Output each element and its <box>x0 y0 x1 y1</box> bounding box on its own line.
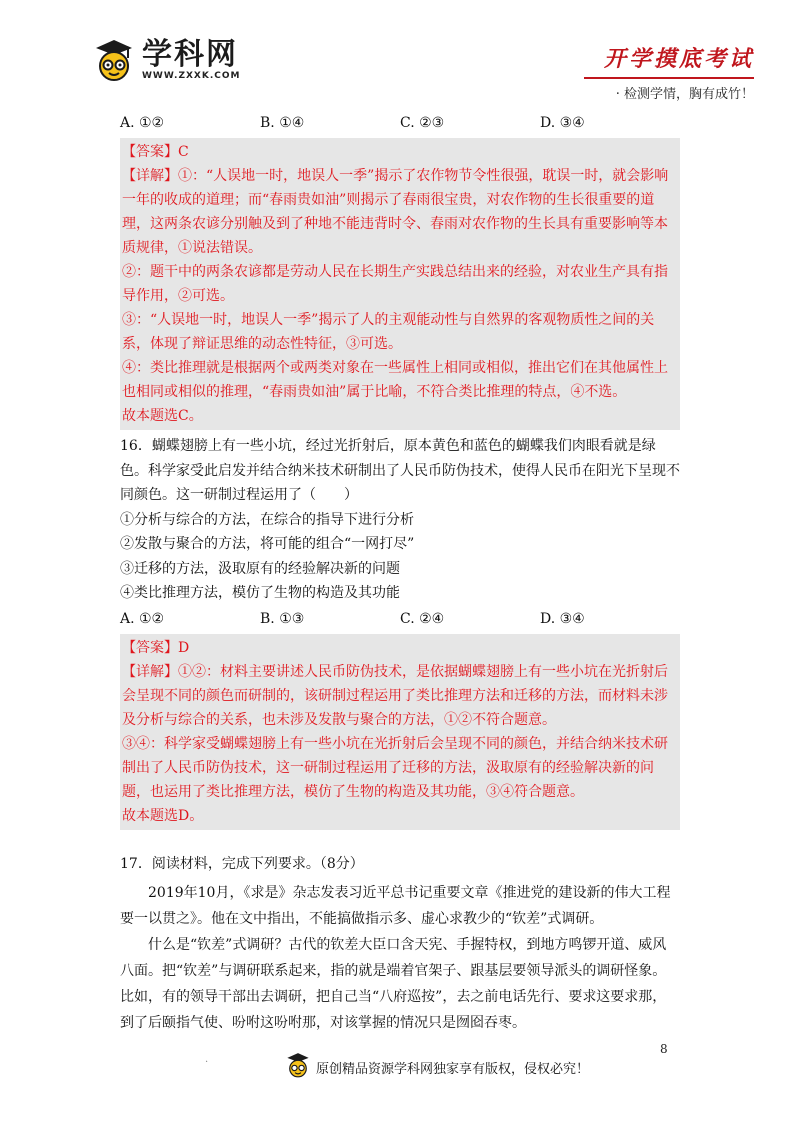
q16-answer-box <box>120 634 680 830</box>
q16-stem: 16．蝴蝶翅膀上有一些小坑，经过光折射后，原本黄色和蓝色的蝴蝶我们肉眼看就是绿色。科学家受此启发并结合纳米技术研制出了人民币防伪技术，使得人民币在阳光下呈现不同颜色。这一研制过程运用了（ ） <box>120 438 680 503</box>
q15-analysis-2: ②：题干中的两条农谚都是劳动人民在长期生产实践总结出来的经验，对农业生产具有指导作用，②可选。 <box>122 264 668 304</box>
q16-analysis-1: 【详解】①②：材料主要讲述人民币防伪技术，是依据蝴蝶翅膀上有一些小坑在光折射后会呈现不同的颜色而研制的，该研制过程运用了类比推理方法和迁移的方法，而材料未涉及分析与综合的关系，也未涉及发散与聚合的方法，①②不符合题意。 <box>122 663 668 728</box>
q16-analysis-2: ③④：科学家受蝴蝶翅膀上有一些小坑在光折射后会呈现不同的颜色，并结合纳米技术研制出了人民币防伪技术，这一研制过程运用了迁移的方法，汲取原有的经验解决新的问题，也运用了类比推理方法，模仿了生物的构造及其功能，③④符合题意。 <box>122 735 668 800</box>
q16-option-c: C. ②④ <box>400 610 445 627</box>
footer-mascot-icon <box>285 1052 311 1078</box>
q16-conclusion: 故本题选D。 <box>122 807 204 824</box>
q16-option-a: A. ①② <box>120 610 165 627</box>
page-footer <box>0 1040 800 1100</box>
q15-option-b: B. ①④ <box>260 115 305 131</box>
q15-conclusion: 故本题选C。 <box>122 408 203 424</box>
q15-analysis-4: ④：类比推理就是根据两个或两类对象在一些属性上相同或相似，推出它们在其他属性上也相同或相似的推理，“春雨贵如油”属于比喻，不符合类比推理的特点，④不选。 <box>122 360 668 400</box>
slogan-divider <box>584 77 754 79</box>
footer-copyright: 原创精品资源学科网独家享有版权，侵权必究！ <box>316 1062 590 1077</box>
q15-option-a: A. ①② <box>120 115 165 131</box>
slogan-title: 开学摸底考试 <box>603 47 754 72</box>
slogan <box>584 42 754 102</box>
question-16 <box>120 434 680 632</box>
q16-item-2: ②发散与聚合的方法，将可能的组合“一网打尽” <box>120 536 415 552</box>
footer-dot: . <box>205 1054 209 1065</box>
page-content <box>120 110 680 1036</box>
q17-paragraph-1: 2019年10月，《求是》杂志发表习近平总书记重要文章《推进党的建设新的伟大工程要一以贯之》。他在文中指出，不能搞做指示多、虚心求教少的“钦差”式调研。 <box>120 885 671 927</box>
page-number: 8 <box>660 1042 668 1056</box>
q15-options <box>120 110 680 136</box>
q17-stem: 17．阅读材料，完成下列要求。（8分） <box>120 855 364 872</box>
q15-option-c: C. ②③ <box>400 115 445 131</box>
q15-analysis-1: 【详解】①：“人误地一时，地误人一季”揭示了农作物节令性很强，耽误一时，就会影响一年的收成的道理；而“春雨贵如油”则揭示了春雨很宝贵，对农作物的生长很重要的道理，这两条农谚分别触及到了种地不能违背时令、春雨对农作物的生长具有重要影响等本质规律，①说法错误。 <box>122 168 669 256</box>
q15-analysis-3: ③：“人误地一时，地误人一季”揭示了人的主观能动性与自然界的客观物质性之间的关系，体现了辩证思维的动态性特征，③可选。 <box>122 312 655 352</box>
q16-item-1: ①分析与综合的方法，在综合的指导下进行分析 <box>120 511 414 528</box>
question-17 <box>120 852 680 1037</box>
page-header <box>0 0 800 100</box>
q16-item-4: ④类比推理方法，模仿了生物的构造及其功能 <box>120 585 400 601</box>
q16-option-b: B. ①③ <box>260 610 305 627</box>
slogan-subtitle: · 检测学情，胸有成竹！ <box>615 87 754 102</box>
q16-answer: 【答案】D <box>122 639 190 656</box>
q15-option-d: D. ③④ <box>540 115 585 131</box>
q17-paragraph-2: 什么是“钦差”式调研？古代的钦差大臣口含天宪、手握特权，到地方鸣锣开道、威风八面。把“钦差”与调研联系起来，指的就是端着官架子、跟基层要领导派头的调研怪象。比如，有的领导干部出去调研，把自己当“八府巡按”，去之前电话先行、要求这要求那，到了后颐指气使、吩咐这吩咐那，对该掌握的情况只是囫囵吞枣。 <box>120 937 667 1031</box>
q16-options <box>120 606 680 632</box>
logo-title: 学科网 <box>142 37 238 72</box>
q16-item-3: ③迁移的方法，汲取原有的经验解决新的问题 <box>120 560 400 577</box>
q15-answer-box <box>120 138 680 430</box>
q15-answer: 【答案】C <box>122 144 189 160</box>
q16-option-d: D. ③④ <box>540 610 585 627</box>
mascot-face-icon <box>92 38 136 82</box>
logo <box>92 38 240 82</box>
logo-url: WWW.ZXXK.COM <box>142 71 241 81</box>
